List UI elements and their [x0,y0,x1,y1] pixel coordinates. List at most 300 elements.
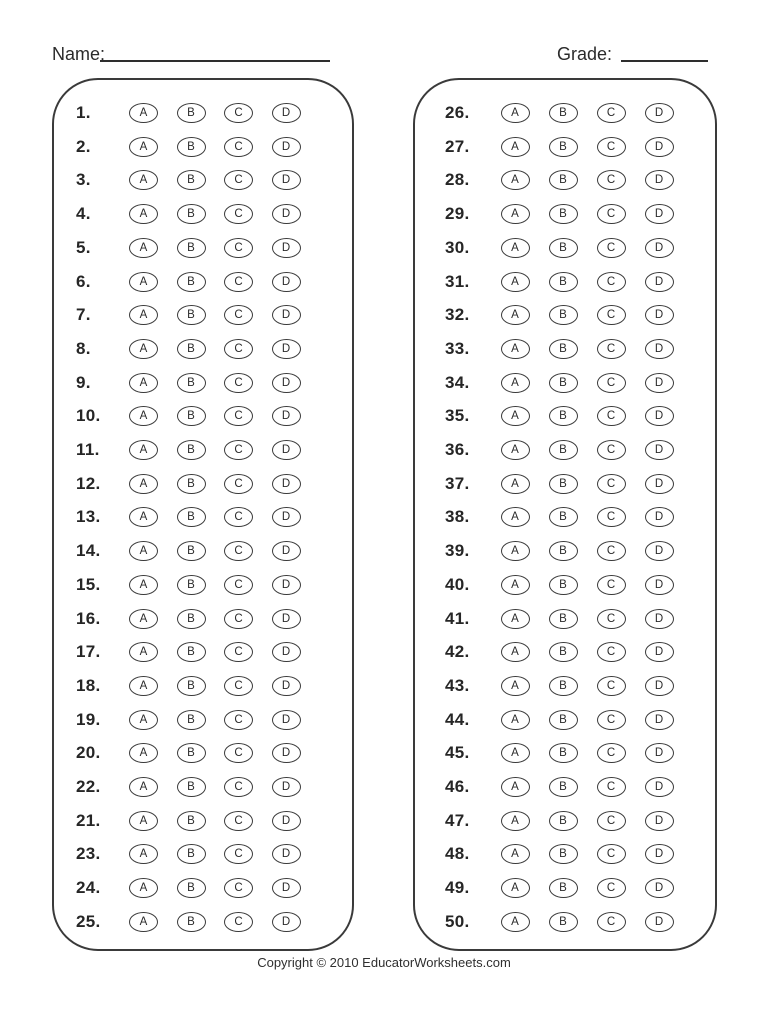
bubble-a[interactable]: A [129,373,158,393]
bubble-d[interactable]: D [272,609,301,629]
bubble-c[interactable]: C [224,474,253,494]
question-row [415,236,715,260]
bubble-a[interactable]: A [501,541,530,561]
question-row [415,640,715,664]
bubble-b[interactable]: B [177,474,206,494]
bubble-c[interactable]: C [597,878,626,898]
question-row [54,775,352,799]
question-row [54,910,352,934]
bubble-b[interactable]: B [549,339,578,359]
bubble-d[interactable]: D [645,103,674,123]
bubble-b[interactable]: B [177,204,206,224]
bubble-c[interactable]: C [224,609,253,629]
bubble-a[interactable]: A [501,440,530,460]
bubble-a[interactable]: A [501,811,530,831]
bubble-a[interactable]: A [501,373,530,393]
bubble-b[interactable]: B [177,642,206,662]
question-number: 15. [76,574,101,594]
question-row [54,809,352,833]
question-number: 26. [445,103,470,122]
question-row [415,674,715,698]
bubble-d[interactable]: D [272,743,301,763]
question-number: 31. [445,271,470,291]
bubble-d[interactable]: D [645,777,674,797]
bubble-b[interactable]: B [177,272,206,292]
bubble-d[interactable]: D [645,811,674,831]
question-number: 13. [76,507,101,527]
bubble-b[interactable]: B [549,844,578,864]
bubble-d[interactable]: D [272,204,301,224]
question-row [54,741,352,765]
question-row [415,775,715,799]
bubble-b[interactable]: B [549,474,578,494]
bubble-d[interactable]: D [272,912,301,932]
bubble-a[interactable]: A [129,272,158,292]
bubble-b[interactable]: B [177,541,206,561]
question-number: 3. [76,170,91,190]
bubble-a[interactable]: A [501,676,530,696]
question-row [415,741,715,765]
bubble-b[interactable]: B [177,373,206,393]
bubble-b[interactable]: B [177,844,206,864]
question-row [415,607,715,631]
question-row [54,674,352,698]
bubble-c[interactable]: C [597,912,626,932]
bubble-a[interactable]: A [501,642,530,662]
question-row [54,168,352,192]
bubble-b[interactable]: B [177,575,206,595]
bubble-b[interactable]: B [549,743,578,763]
question-row [415,438,715,462]
bubble-c[interactable]: C [224,912,253,932]
bubble-d[interactable]: D [645,912,674,932]
grade-write-line[interactable] [621,44,708,62]
bubble-d[interactable]: D [645,575,674,595]
question-row [54,303,352,327]
bubble-b[interactable]: B [549,710,578,730]
bubble-b[interactable]: B [549,878,578,898]
question-row [415,303,715,327]
bubble-a[interactable]: A [129,642,158,662]
question-row [415,404,715,428]
question-row [415,371,715,395]
bubble-c[interactable]: C [224,878,253,898]
bubble-c[interactable]: C [597,103,626,123]
bubble-a[interactable]: A [501,507,530,527]
question-number: 17. [76,642,101,662]
question-number: 30. [445,237,470,257]
bubble-d[interactable]: D [645,474,674,494]
question-row [415,270,715,294]
question-row [54,135,352,159]
bubble-b[interactable]: B [549,137,578,157]
bubble-d[interactable]: D [272,710,301,730]
bubble-c[interactable]: C [597,238,626,258]
question-row [54,202,352,226]
bubble-b[interactable]: B [549,575,578,595]
bubble-b[interactable]: B [177,743,206,763]
bubble-c[interactable]: C [224,844,253,864]
bubble-d[interactable]: D [272,373,301,393]
bubble-c[interactable]: C [224,507,253,527]
bubble-b[interactable]: B [177,440,206,460]
bubble-c[interactable]: C [224,305,253,325]
bubble-d[interactable]: D [272,272,301,292]
question-number: 47. [445,810,470,830]
bubble-a[interactable]: A [501,272,530,292]
question-number: 20. [76,743,101,763]
bubble-b[interactable]: B [549,507,578,527]
bubble-a[interactable]: A [501,474,530,494]
bubble-d[interactable]: D [272,878,301,898]
question-row [415,573,715,597]
question-number: 9. [76,372,91,392]
bubble-a[interactable]: A [129,541,158,561]
bubble-d[interactable]: D [645,541,674,561]
question-number: 27. [445,136,470,156]
question-row [415,472,715,496]
question-row [54,842,352,866]
bubble-a[interactable]: A [129,103,158,123]
question-row [54,607,352,631]
bubble-c[interactable]: C [597,305,626,325]
bubble-d[interactable]: D [272,777,301,797]
bubble-b[interactable]: B [549,541,578,561]
bubble-b[interactable]: B [177,103,206,123]
bubble-c[interactable]: C [224,137,253,157]
bubble-b[interactable]: B [549,170,578,190]
question-number: 29. [445,204,470,224]
grade-label: Grade: [557,44,613,64]
bubble-c[interactable]: C [597,406,626,426]
bubble-d[interactable]: D [272,238,301,258]
bubble-c[interactable]: C [224,103,253,123]
bubble-a[interactable]: A [129,406,158,426]
bubble-a[interactable]: A [129,676,158,696]
bubble-a[interactable]: A [129,743,158,763]
bubble-b[interactable]: B [549,440,578,460]
question-number: 22. [76,777,101,797]
bubble-d[interactable]: D [272,305,301,325]
question-number: 7. [76,305,91,325]
bubble-d[interactable]: D [272,137,301,157]
bubble-b[interactable]: B [177,676,206,696]
question-number: 44. [445,709,470,729]
bubble-c[interactable]: C [597,844,626,864]
question-row [54,505,352,529]
bubble-c[interactable]: C [224,373,253,393]
bubble-d[interactable]: D [272,406,301,426]
bubble-c[interactable]: C [224,204,253,224]
bubble-d[interactable]: D [272,339,301,359]
bubble-b[interactable]: B [177,339,206,359]
bubble-c[interactable]: C [224,170,253,190]
bubble-c[interactable]: C [224,642,253,662]
bubble-a[interactable]: A [501,238,530,258]
question-number: 6. [76,271,91,291]
bubble-d[interactable]: D [645,137,674,157]
bubble-b[interactable]: B [549,238,578,258]
bubble-d[interactable]: D [272,811,301,831]
bubble-a[interactable]: A [501,103,530,123]
bubble-c[interactable]: C [597,339,626,359]
question-row [54,573,352,597]
question-row [415,135,715,159]
bubble-c[interactable]: C [224,743,253,763]
bubble-a[interactable]: A [129,777,158,797]
bubble-d[interactable]: D [272,474,301,494]
bubble-d[interactable]: D [645,878,674,898]
question-row [54,337,352,361]
bubble-a[interactable]: A [129,811,158,831]
question-number: 10. [76,406,101,426]
question-row [415,101,715,125]
bubble-c[interactable]: C [224,440,253,460]
bubble-a[interactable]: A [129,204,158,224]
bubble-c[interactable]: C [224,575,253,595]
answer-panel-right [413,78,717,951]
bubble-a[interactable]: A [129,440,158,460]
bubble-b[interactable]: B [549,406,578,426]
bubble-c[interactable]: C [224,710,253,730]
question-row [415,337,715,361]
question-row [54,101,352,125]
bubble-b[interactable]: B [549,642,578,662]
bubble-d[interactable]: D [272,507,301,527]
bubble-a[interactable]: A [129,710,158,730]
bubble-a[interactable]: A [129,507,158,527]
bubble-c[interactable]: C [597,777,626,797]
question-row [415,202,715,226]
name-label: Name: [52,44,106,64]
bubble-c[interactable]: C [224,541,253,561]
bubble-b[interactable]: B [549,305,578,325]
bubble-b[interactable]: B [549,204,578,224]
bubble-c[interactable]: C [597,474,626,494]
bubble-b[interactable]: B [177,137,206,157]
bubble-d[interactable]: D [645,170,674,190]
question-number: 33. [445,338,470,358]
question-number: 8. [76,338,91,358]
bubble-c[interactable]: C [597,373,626,393]
bubble-a[interactable]: A [129,575,158,595]
bubble-d[interactable]: D [645,339,674,359]
question-row [415,168,715,192]
bubble-d[interactable]: D [272,440,301,460]
bubble-a[interactable]: A [501,575,530,595]
bubble-d[interactable]: D [645,676,674,696]
bubble-c[interactable]: C [597,507,626,527]
bubble-c[interactable]: C [224,272,253,292]
bubble-b[interactable]: B [549,373,578,393]
question-row [54,438,352,462]
bubble-d[interactable]: D [272,676,301,696]
bubble-a[interactable]: A [129,912,158,932]
question-number: 24. [76,878,101,898]
bubble-c[interactable]: C [597,676,626,696]
bubble-a[interactable]: A [129,609,158,629]
bubble-c[interactable]: C [597,609,626,629]
question-row [415,842,715,866]
question-row [54,876,352,900]
bubble-d[interactable]: D [645,743,674,763]
bubble-a[interactable]: A [501,305,530,325]
question-row [415,910,715,934]
bubble-b[interactable]: B [177,305,206,325]
question-number: 5. [76,237,91,257]
bubble-d[interactable]: D [645,204,674,224]
question-number: 11. [76,440,100,460]
question-number: 14. [76,541,101,561]
bubble-b[interactable]: B [177,507,206,527]
question-row [54,640,352,664]
bubble-d[interactable]: D [645,844,674,864]
bubble-c[interactable]: C [597,710,626,730]
copyright-text: Copyright © 2010 EducatorWorksheets.com [257,955,511,970]
question-row [54,404,352,428]
bubble-d[interactable]: D [645,238,674,258]
answer-panel-left [52,78,354,951]
question-number: 28. [445,170,470,190]
question-row [54,270,352,294]
bubble-d[interactable]: D [272,541,301,561]
question-number: 37. [445,473,470,493]
bubble-b[interactable]: B [549,103,578,123]
question-number: 42. [445,642,470,662]
question-number: 32. [445,305,470,325]
bubble-a[interactable]: A [501,912,530,932]
bubble-d[interactable]: D [645,305,674,325]
question-number: 12. [76,473,101,493]
bubble-c[interactable]: C [597,642,626,662]
question-number: 2. [76,136,91,156]
bubble-c[interactable]: C [597,204,626,224]
bubble-a[interactable]: A [501,743,530,763]
bubble-c[interactable]: C [224,406,253,426]
question-number: 4. [76,204,91,224]
question-number: 43. [445,675,470,695]
bubble-b[interactable]: B [549,912,578,932]
bubble-c[interactable]: C [597,170,626,190]
question-number: 45. [445,743,470,763]
question-number: 1. [76,103,91,122]
question-number: 41. [445,608,470,628]
bubble-c[interactable]: C [224,811,253,831]
bubble-d[interactable]: D [645,406,674,426]
bubble-a[interactable]: A [129,878,158,898]
question-number: 50. [445,911,470,931]
bubble-a[interactable]: A [501,204,530,224]
bubble-b[interactable]: B [177,238,206,258]
bubble-a[interactable]: A [501,609,530,629]
bubble-a[interactable]: A [129,238,158,258]
question-row [415,539,715,563]
bubble-b[interactable]: B [549,609,578,629]
bubble-a[interactable]: A [501,170,530,190]
question-number: 34. [445,372,470,392]
question-row [415,505,715,529]
question-number: 23. [76,844,101,864]
question-number: 36. [445,440,470,460]
bubble-a[interactable]: A [501,878,530,898]
question-row [54,472,352,496]
bubble-c[interactable]: C [224,777,253,797]
bubble-a[interactable]: A [501,710,530,730]
bubble-b[interactable]: B [177,811,206,831]
bubble-c[interactable]: C [224,676,253,696]
bubble-a[interactable]: A [501,406,530,426]
bubble-b[interactable]: B [177,170,206,190]
bubble-a[interactable]: A [501,777,530,797]
bubble-c[interactable]: C [224,238,253,258]
question-number: 48. [445,844,470,864]
bubble-a[interactable]: A [129,339,158,359]
bubble-c[interactable]: C [597,541,626,561]
bubble-a[interactable]: A [129,844,158,864]
bubble-d[interactable]: D [645,710,674,730]
bubble-b[interactable]: B [177,878,206,898]
question-row [54,539,352,563]
bubble-b[interactable]: B [177,406,206,426]
bubble-a[interactable]: A [501,339,530,359]
question-row [415,708,715,732]
question-number: 19. [76,709,101,729]
question-number: 38. [445,507,470,527]
bubble-b[interactable]: B [549,777,578,797]
bubble-b[interactable]: B [177,609,206,629]
bubble-d[interactable]: D [272,575,301,595]
bubble-c[interactable]: C [597,272,626,292]
question-number: 46. [445,777,470,797]
bubble-a[interactable]: A [129,305,158,325]
bubble-a[interactable]: A [501,137,530,157]
bubble-d[interactable]: D [645,373,674,393]
bubble-b[interactable]: B [549,272,578,292]
bubble-b[interactable]: B [177,710,206,730]
bubble-a[interactable]: A [501,844,530,864]
bubble-d[interactable]: D [645,440,674,460]
name-write-line[interactable] [100,44,330,62]
question-number: 35. [445,406,470,426]
bubble-b[interactable]: B [549,676,578,696]
bubble-d[interactable]: D [272,170,301,190]
bubble-d[interactable]: D [272,103,301,123]
bubble-c[interactable]: C [597,575,626,595]
bubble-d[interactable]: D [272,642,301,662]
bubble-c[interactable]: C [597,440,626,460]
bubble-d[interactable]: D [645,272,674,292]
bubble-b[interactable]: B [177,777,206,797]
bubble-d[interactable]: D [645,609,674,629]
bubble-d[interactable]: D [645,507,674,527]
bubble-c[interactable]: C [597,811,626,831]
bubble-b[interactable]: B [177,912,206,932]
question-number: 18. [76,675,101,695]
bubble-a[interactable]: A [129,474,158,494]
bubble-c[interactable]: C [224,339,253,359]
question-row [54,371,352,395]
bubble-d[interactable]: D [645,642,674,662]
bubble-b[interactable]: B [549,811,578,831]
question-row [415,809,715,833]
bubble-a[interactable]: A [129,170,158,190]
bubble-c[interactable]: C [597,137,626,157]
bubble-c[interactable]: C [597,743,626,763]
bubble-a[interactable]: A [129,137,158,157]
question-number: 16. [76,608,101,628]
bubble-d[interactable]: D [272,844,301,864]
question-row [54,708,352,732]
